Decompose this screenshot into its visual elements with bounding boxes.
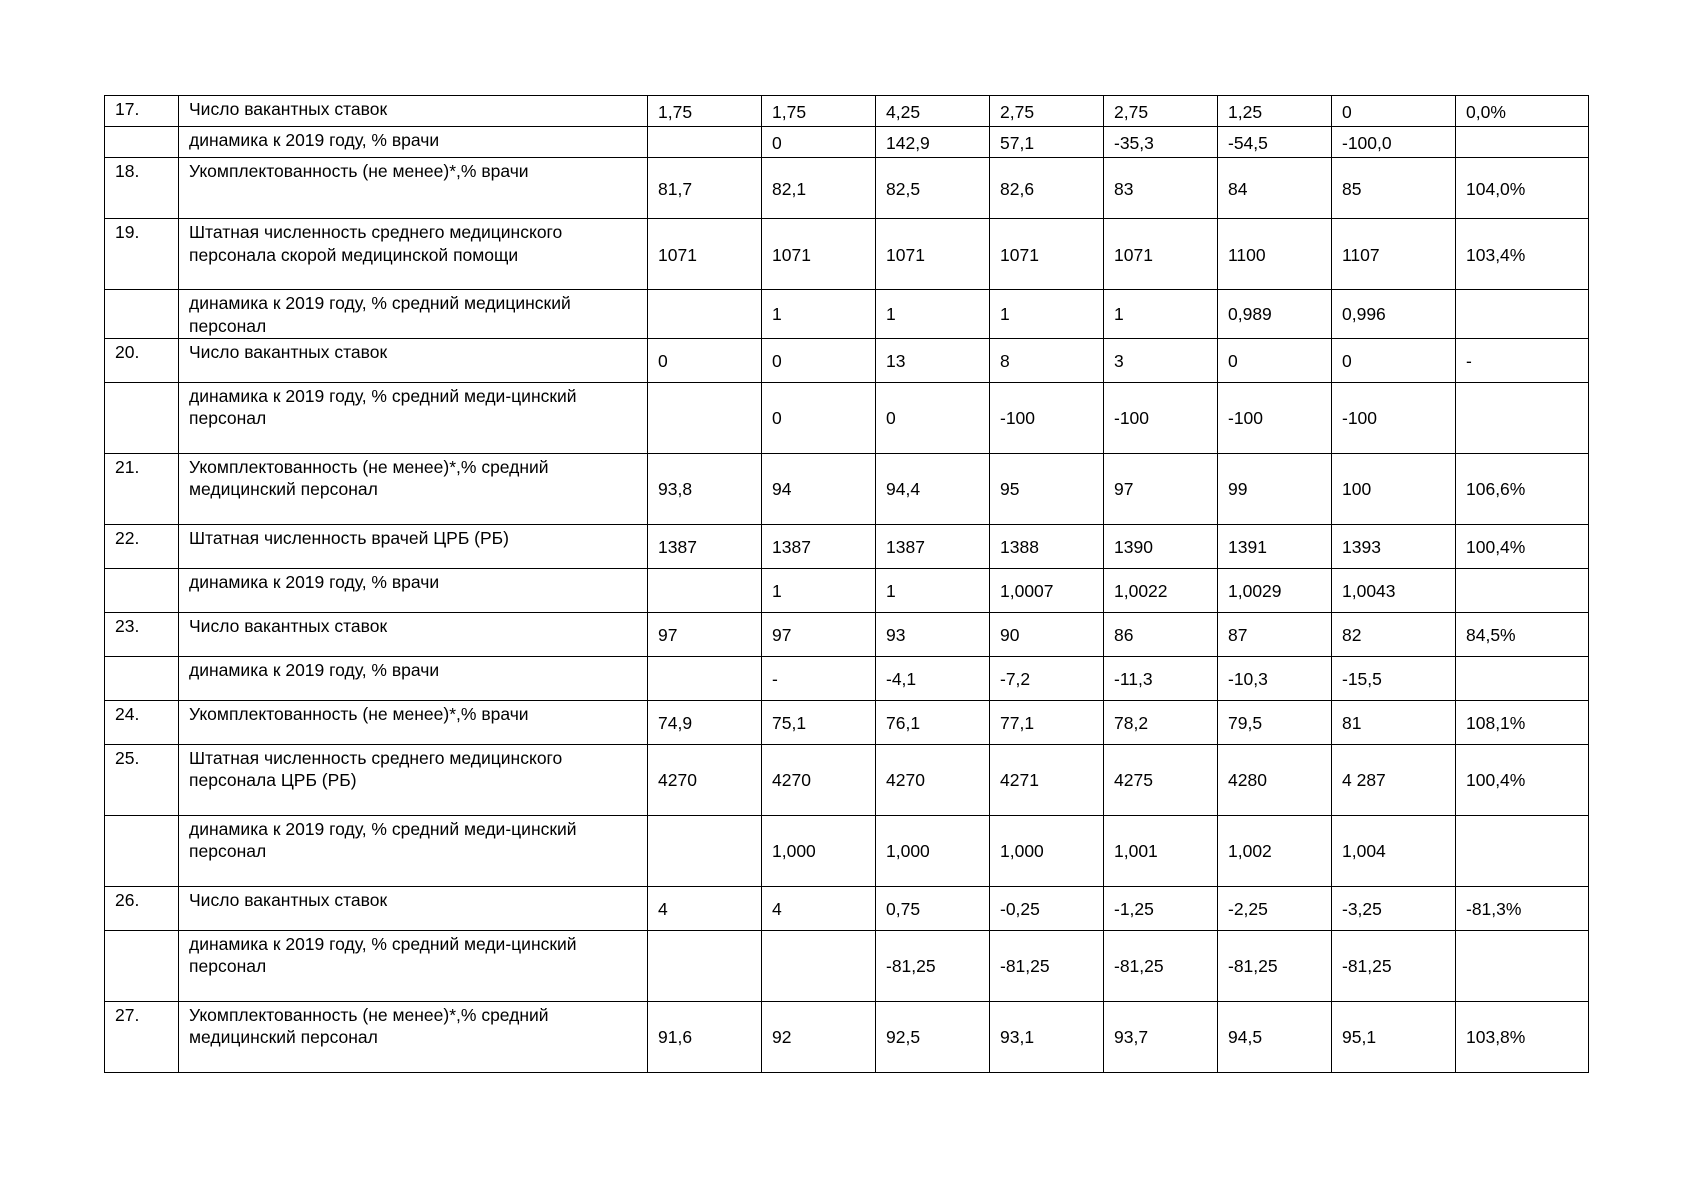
total-percent-cell	[1456, 568, 1589, 612]
table-row	[105, 524, 1589, 568]
indicator-name: динамика к 2019 году, % врачи	[179, 656, 648, 700]
indicator-name: Штатная численность среднего медицинского персонала ЦРБ (РБ)	[179, 744, 648, 815]
row-number: 24.	[105, 700, 179, 744]
total-percent-cell	[1456, 290, 1589, 339]
indicator-name: Число вакантных ставок	[179, 612, 648, 656]
value-cell: -35,3	[1104, 127, 1218, 158]
value-cell: 4,25	[876, 96, 990, 127]
value-cell: 1,004	[1332, 815, 1456, 886]
value-cell: 90	[990, 612, 1104, 656]
row-number	[105, 656, 179, 700]
value-cell: 1107	[1332, 219, 1456, 290]
table-row	[105, 700, 1589, 744]
row-number	[105, 127, 179, 158]
value-cell: 1071	[990, 219, 1104, 290]
value-cell: 1	[762, 568, 876, 612]
value-cell: 92,5	[876, 1001, 990, 1072]
table-row	[105, 219, 1589, 290]
total-percent-cell: 103,4%	[1456, 219, 1589, 290]
table-row	[105, 815, 1589, 886]
value-cell: -81,25	[1332, 930, 1456, 1001]
value-cell: -1,25	[1104, 886, 1218, 930]
value-cell: 94,5	[1218, 1001, 1332, 1072]
value-cell: 1	[1104, 290, 1218, 339]
value-cell: 0	[648, 338, 762, 382]
value-cell: 1	[990, 290, 1104, 339]
table-row	[105, 744, 1589, 815]
value-cell: 13	[876, 338, 990, 382]
value-cell: 1,000	[876, 815, 990, 886]
value-cell	[648, 930, 762, 1001]
indicator-name: Число вакантных ставок	[179, 96, 648, 127]
indicator-name: динамика к 2019 году, % средний меди-цинский персонал	[179, 382, 648, 453]
value-cell: -10,3	[1218, 656, 1332, 700]
indicator-name: Укомплектованность (не менее)*,% врачи	[179, 158, 648, 219]
value-cell	[648, 656, 762, 700]
value-cell: 1	[876, 568, 990, 612]
value-cell: 0	[762, 127, 876, 158]
value-cell: 93,8	[648, 453, 762, 524]
value-cell: 142,9	[876, 127, 990, 158]
indicator-name: Укомплектованность (не менее)*,% врачи	[179, 700, 648, 744]
value-cell: 4270	[762, 744, 876, 815]
indicator-name: Укомплектованность (не менее)*,% средний медицинский персонал	[179, 453, 648, 524]
value-cell: -	[762, 656, 876, 700]
value-cell: 0	[762, 338, 876, 382]
value-cell: 0	[1332, 96, 1456, 127]
value-cell: 1393	[1332, 524, 1456, 568]
row-number	[105, 382, 179, 453]
total-percent-cell	[1456, 930, 1589, 1001]
total-percent-cell: 84,5%	[1456, 612, 1589, 656]
value-cell: 1,0007	[990, 568, 1104, 612]
value-cell: 1071	[876, 219, 990, 290]
total-percent-cell: 103,8%	[1456, 1001, 1589, 1072]
value-cell	[648, 290, 762, 339]
value-cell	[648, 568, 762, 612]
value-cell: 1,75	[762, 96, 876, 127]
value-cell: 0	[1332, 338, 1456, 382]
indicator-name: динамика к 2019 году, % средний меди-цинский персонал	[179, 815, 648, 886]
value-cell: 82	[1332, 612, 1456, 656]
value-cell	[762, 930, 876, 1001]
indicator-name: Число вакантных ставок	[179, 886, 648, 930]
value-cell: 97	[762, 612, 876, 656]
value-cell: 95,1	[1332, 1001, 1456, 1072]
value-cell: -3,25	[1332, 886, 1456, 930]
value-cell: 81,7	[648, 158, 762, 219]
total-percent-cell: 108,1%	[1456, 700, 1589, 744]
value-cell: 82,6	[990, 158, 1104, 219]
value-cell: -100,0	[1332, 127, 1456, 158]
value-cell: 4	[762, 886, 876, 930]
value-cell: 94,4	[876, 453, 990, 524]
value-cell: 97	[648, 612, 762, 656]
value-cell: 87	[1218, 612, 1332, 656]
value-cell: 75,1	[762, 700, 876, 744]
value-cell: 1071	[648, 219, 762, 290]
value-cell: 4270	[876, 744, 990, 815]
value-cell: -100	[1332, 382, 1456, 453]
indicator-name: динамика к 2019 году, % средний медицинский персонал	[179, 290, 648, 339]
value-cell: 1390	[1104, 524, 1218, 568]
value-cell	[648, 815, 762, 886]
value-cell: 93,7	[1104, 1001, 1218, 1072]
total-percent-cell	[1456, 656, 1589, 700]
value-cell: 81	[1332, 700, 1456, 744]
value-cell: 1	[762, 290, 876, 339]
value-cell: 4275	[1104, 744, 1218, 815]
value-cell: 4 287	[1332, 744, 1456, 815]
value-cell: -11,3	[1104, 656, 1218, 700]
total-percent-cell: 0,0%	[1456, 96, 1589, 127]
value-cell: 2,75	[990, 96, 1104, 127]
value-cell: 79,5	[1218, 700, 1332, 744]
value-cell: 1,75	[648, 96, 762, 127]
value-cell: -0,25	[990, 886, 1104, 930]
value-cell: 1071	[1104, 219, 1218, 290]
table-body	[105, 96, 1589, 1073]
table-row	[105, 158, 1589, 219]
value-cell	[648, 382, 762, 453]
value-cell: 57,1	[990, 127, 1104, 158]
value-cell: -54,5	[1218, 127, 1332, 158]
value-cell: -4,1	[876, 656, 990, 700]
value-cell: 82,1	[762, 158, 876, 219]
value-cell: 0,75	[876, 886, 990, 930]
value-cell: 1387	[648, 524, 762, 568]
total-percent-cell: -81,3%	[1456, 886, 1589, 930]
table-row	[105, 886, 1589, 930]
value-cell: 1388	[990, 524, 1104, 568]
value-cell: 1,0029	[1218, 568, 1332, 612]
row-number: 22.	[105, 524, 179, 568]
value-cell: -100	[1104, 382, 1218, 453]
indicator-name: Штатная численность среднего медицинского персонала скорой медицинской помощи	[179, 219, 648, 290]
total-percent-cell: 100,4%	[1456, 524, 1589, 568]
table-row	[105, 930, 1589, 1001]
value-cell: 82,5	[876, 158, 990, 219]
row-number: 26.	[105, 886, 179, 930]
value-cell: 97	[1104, 453, 1218, 524]
value-cell: -81,25	[1104, 930, 1218, 1001]
table-row	[105, 127, 1589, 158]
table-row	[105, 656, 1589, 700]
value-cell: 2,75	[1104, 96, 1218, 127]
row-number: 19.	[105, 219, 179, 290]
total-percent-cell: 106,6%	[1456, 453, 1589, 524]
table-row	[105, 1001, 1589, 1072]
table-row	[105, 568, 1589, 612]
value-cell: 1,0022	[1104, 568, 1218, 612]
total-percent-cell	[1456, 815, 1589, 886]
table-row	[105, 96, 1589, 127]
value-cell: 0,996	[1332, 290, 1456, 339]
value-cell: 0,989	[1218, 290, 1332, 339]
value-cell: -100	[990, 382, 1104, 453]
row-number: 18.	[105, 158, 179, 219]
indicator-name: Штатная численность врачей ЦРБ (РБ)	[179, 524, 648, 568]
value-cell: -81,25	[990, 930, 1104, 1001]
row-number: 27.	[105, 1001, 179, 1072]
value-cell: 78,2	[1104, 700, 1218, 744]
value-cell: -2,25	[1218, 886, 1332, 930]
table-row	[105, 290, 1589, 339]
value-cell: 1,000	[990, 815, 1104, 886]
value-cell: 99	[1218, 453, 1332, 524]
value-cell: 1387	[876, 524, 990, 568]
value-cell: 95	[990, 453, 1104, 524]
total-percent-cell	[1456, 127, 1589, 158]
value-cell: 4271	[990, 744, 1104, 815]
total-percent-cell: 100,4%	[1456, 744, 1589, 815]
total-percent-cell: 104,0%	[1456, 158, 1589, 219]
value-cell: 93,1	[990, 1001, 1104, 1072]
value-cell: 91,6	[648, 1001, 762, 1072]
value-cell: 0	[762, 382, 876, 453]
value-cell: 4280	[1218, 744, 1332, 815]
row-number: 21.	[105, 453, 179, 524]
value-cell: 1,25	[1218, 96, 1332, 127]
value-cell: 77,1	[990, 700, 1104, 744]
value-cell: 1387	[762, 524, 876, 568]
row-number	[105, 290, 179, 339]
indicator-name: Число вакантных ставок	[179, 338, 648, 382]
value-cell: 1	[876, 290, 990, 339]
value-cell: 93	[876, 612, 990, 656]
value-cell: 1,000	[762, 815, 876, 886]
row-number: 23.	[105, 612, 179, 656]
row-number: 25.	[105, 744, 179, 815]
value-cell	[648, 127, 762, 158]
value-cell: 86	[1104, 612, 1218, 656]
row-number	[105, 568, 179, 612]
value-cell: 84	[1218, 158, 1332, 219]
indicator-name: динамика к 2019 году, % врачи	[179, 568, 648, 612]
value-cell: 92	[762, 1001, 876, 1072]
value-cell: 4	[648, 886, 762, 930]
value-cell: 0	[1218, 338, 1332, 382]
row-number: 20.	[105, 338, 179, 382]
total-percent-cell	[1456, 382, 1589, 453]
value-cell: -15,5	[1332, 656, 1456, 700]
value-cell: 85	[1332, 158, 1456, 219]
value-cell: -7,2	[990, 656, 1104, 700]
value-cell: 100	[1332, 453, 1456, 524]
value-cell: -81,25	[876, 930, 990, 1001]
value-cell: 1,001	[1104, 815, 1218, 886]
row-number	[105, 815, 179, 886]
indicator-name: динамика к 2019 году, % врачи	[179, 127, 648, 158]
value-cell: -100	[1218, 382, 1332, 453]
row-number	[105, 930, 179, 1001]
table-row	[105, 382, 1589, 453]
table-row	[105, 338, 1589, 382]
value-cell: 94	[762, 453, 876, 524]
indicator-name: динамика к 2019 году, % средний меди-цинский персонал	[179, 930, 648, 1001]
value-cell: 76,1	[876, 700, 990, 744]
value-cell: 0	[876, 382, 990, 453]
staffing-table	[104, 95, 1589, 1073]
value-cell: 8	[990, 338, 1104, 382]
value-cell: 1071	[762, 219, 876, 290]
total-percent-cell: -	[1456, 338, 1589, 382]
table-row	[105, 612, 1589, 656]
value-cell: 83	[1104, 158, 1218, 219]
value-cell: 3	[1104, 338, 1218, 382]
value-cell: 1391	[1218, 524, 1332, 568]
row-number: 17.	[105, 96, 179, 127]
value-cell: 1,002	[1218, 815, 1332, 886]
value-cell: 1100	[1218, 219, 1332, 290]
table-row	[105, 453, 1589, 524]
value-cell: 4270	[648, 744, 762, 815]
value-cell: 1,0043	[1332, 568, 1456, 612]
value-cell: 74,9	[648, 700, 762, 744]
value-cell: -81,25	[1218, 930, 1332, 1001]
indicator-name: Укомплектованность (не менее)*,% средний медицинский персонал	[179, 1001, 648, 1072]
